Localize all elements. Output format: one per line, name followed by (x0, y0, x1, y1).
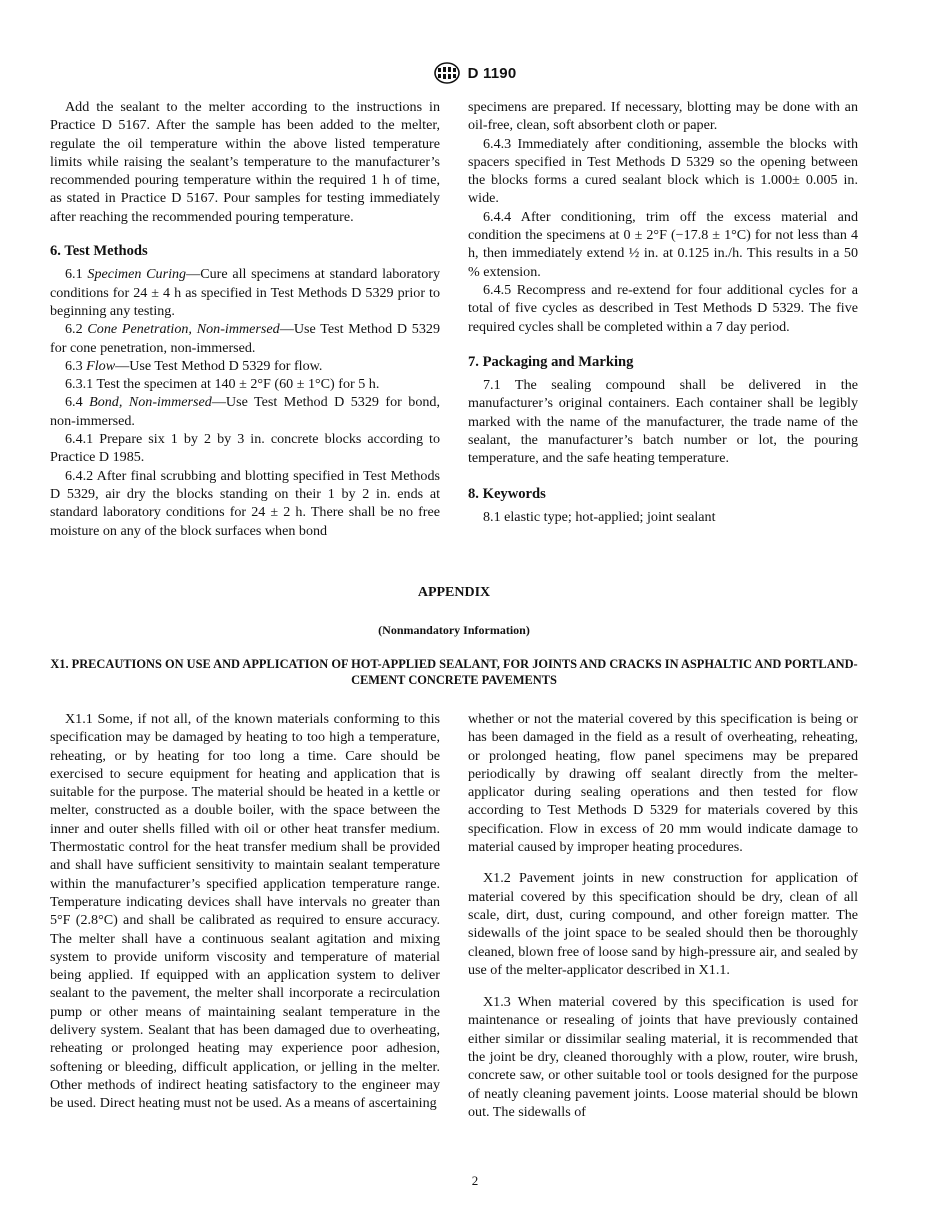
carryover-paragraph: Add the sealant to the melter according to the instructions in Practice D 5167. After the sample has been added to the melter, regulate the oil temperature within the above listed temperature limits while raising the sealant’s temperature to the manufacturer’s recommended pouring temperature within the required 1 h of time, as stated in Practice D 5167. Pour samples for testing immediately after reaching the recommended pouring temperature. (50, 99, 440, 225)
section-6-heading: 6. Test Methods (50, 243, 148, 260)
paragraph-6-4-5: 6.4.5 Recompress and re-extend for four additional cycles for a total of five cycles as described in Test Methods D 5329. The five required cycles shall be completed within a 7 day period. (468, 281, 858, 335)
section-8-heading: 8. Keywords (468, 485, 546, 502)
appendix-x1-heading: X1. PRECAUTIONS ON USE AND APPLICATION OF HOT-APPLIED SEALANT, FOR JOINTS AND CRACKS IN ASPHALTIC AND PORTLAND-CEMENT CONCRETE PAVEMENTS (50, 657, 858, 687)
paragraph-x1-2: X1.2 Pavement joints in new construction for application of material covered by this specification should be dry, clean of all scale, dirt, dust, curing compound, and other foreign matter. The sidewalls of the joint space to be sealed should then be thoroughly cleaned, blown free of loose sand by high-pressure air, and sealed by use of the melter-applicator described in X1.1. (468, 870, 858, 978)
paragraph-6-2-title: Cone Penetration, Non-immersed (87, 321, 280, 338)
section-7-heading: 7. Packaging and Marking (468, 353, 634, 370)
left-column-top (50, 98, 440, 540)
paragraph-x1-1: X1.1 Some, if not all, of the known materials conforming to this specification may be damaged by heating to too high a temperature, reheating, or by heating for too long a time. Care should be exercised to secure equipment for heating and application that is suitable for the purpose. The material should be heated in a kettle or melter, constructed as a double boiler, with the space between the inner and outer shells filled with oil or other heat transfer medium. Thermostatic control for the heat transfer medium shall be provided and shall have sufficient sensitivity to maintain sealant temperature within the manufacturer’s specified application temperature range. Temperature indicating devices shall have intervals no greater than 5°F (2.8°C) and shall be calibrated as required to ensure accuracy. The melter shall have a continuous sealant agitation and mixing system to provide uniform viscosity and temperature of material being applied. If equipped with an application system to deliver sealant to the pavement, the melter shall incorporate a recirculation pump or other means of maintaining sealant temperature in the delivery system. Sealant that has been damaged due to overheating, reheating or prolonged heating may experience poor adhesion, softening or bleeding, difficult application, or jelling in the melter. Other methods of indirect heating satisfactory to the engineer may be used. Direct heating must not be used. As a means of ascertaining (50, 711, 440, 1112)
right-column-top (468, 98, 858, 526)
carryover-paragraph: specimens are prepared. If necessary, blotting may be done with an oil-free, clean, soft absorbent cloth or paper. (468, 99, 858, 134)
page-number: 2 (471, 1173, 479, 1188)
paragraph-6-3-1: 6.3.1 Test the specimen at 140 ± 2°F (60 ± 1°C) for 5 h. (65, 376, 380, 393)
paragraph-8-1: 8.1 elastic type; hot-applied; joint sealant (483, 508, 716, 525)
paragraph-x1-3: X1.3 When material covered by this specification is used for maintenance or resealing of joints that have previously contained either similar or dissimilar sealing material, it is recommended that the joint be dry, cleaned thoroughly with a plow, router, wire brush, concrete saw, or other suitable tool or tools designed for the purpose of neatly cleaning pavement joints. Loose material should be blown out. The sidewalls of (468, 994, 858, 1120)
page-header (0, 62, 950, 89)
paragraph-6-4-2: 6.4.2 After final scrubbing and blotting specified in Test Methods D 5329, air dry the blocks standing on their 1 by 2 in. ends at standard laboratory conditions for 24 ± 2 h. There shall be no free moisture on any of the block surfaces when bond (50, 467, 440, 539)
paragraph-6-3: 6.3 Flow—Use Test Method D 5329 for flow. (65, 357, 323, 374)
paragraph-6-4-1: 6.4.1 Prepare six 1 by 2 by 3 in. concrete blocks according to Practice D 1985. (50, 431, 440, 466)
paragraph-6-1: 6.1 Specimen Curing—Cure all specimens at standard laboratory conditions for 24 ± 4 h as specified in Test Methods D 5329 prior to beginning any testing. (50, 266, 440, 319)
appendix-title: APPENDIX (417, 585, 491, 600)
appendix-subtitle: (Nonmandatory Information) (378, 623, 530, 637)
astm-logo-icon (434, 62, 460, 84)
paragraph-6-4-title: Bond, Non-immersed (89, 394, 212, 411)
paragraph-6-4-3: 6.4.3 Immediately after conditioning, assemble the blocks with spacers specified in Test Methods D 5329 so the opening between the blocks forms a cured sealant block which is 1.000± 0.005 in. wide. (468, 135, 858, 207)
right-column-bottom (468, 710, 858, 1121)
paragraph-6-2: 6.2 Cone Penetration, Non-immersed—Use Test Method D 5329 for cone penetration, non-immersed. (50, 321, 440, 356)
paragraph-6-4-4: 6.4.4 After conditioning, trim off the excess material and condition the specimens at 0 ± 2°F (−17.8 ± 1°C) for not less than 4 h, then immediately extend ½ in. at 0.125 in./h. This results in a 50 % extension. (468, 208, 858, 280)
carryover-paragraph: whether or not the material covered by this specification is being or has been damaged in the field as a result of overheating, reheating, or prolonged heating, flow panel specimens may be prepared periodically by drawing off sealant directly from the melter-applicator during sealing operations and then tested for flow according to Test Methods D 5329 for materials covered by this specification. Flow in excess of 20 mm would indicate damage to material caused by improper heating procedures. (468, 711, 858, 856)
paragraph-6-4: 6.4 Bond, Non-immersed—Use Test Method D 5329 for bond, non-immersed. (50, 394, 440, 429)
paragraph-7-1: 7.1 The sealing compound shall be delivered in the manufacturer’s original containers. Each container shall be legibly marked with the name of the manufacturer, the trade name of the sealant, the manufacturer’s batch number or lot, the pouring temperature, and the safe heating temperature. (468, 377, 858, 467)
document-designation: D 1190 (467, 64, 517, 82)
paragraph-6-1-title: Specimen Curing (87, 266, 187, 283)
left-column-bottom (50, 710, 440, 1113)
paragraph-6-3-title: Flow (86, 357, 116, 374)
